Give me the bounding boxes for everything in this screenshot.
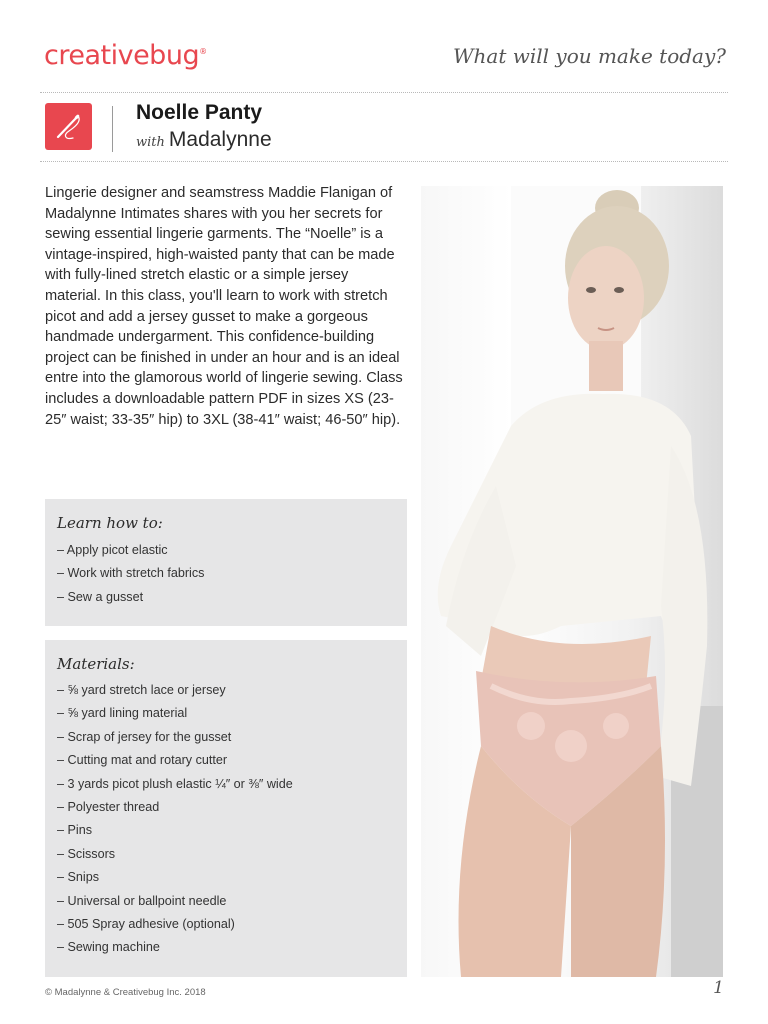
list-item: – Work with stretch fabrics — [57, 566, 205, 581]
list-item: – Scrap of jersey for the gusset — [57, 729, 232, 744]
instructor-name: Madalynne — [168, 128, 272, 151]
with-label: with — [136, 135, 165, 150]
title-separator — [112, 106, 113, 152]
learn-panel — [45, 499, 407, 626]
needle-thread-icon — [45, 103, 92, 150]
list-item: – Cutting mat and rotary cutter — [57, 753, 228, 768]
list-item: – Pins — [57, 823, 93, 838]
model-photo — [421, 186, 723, 977]
learn-heading: Learn how to: — [57, 514, 163, 532]
materials-heading: Materials: — [57, 655, 135, 673]
page-number: 1 — [713, 978, 724, 998]
tagline: What will you make today? — [452, 44, 726, 68]
list-item: – 3 yards picot plush elastic ¼″ or ⅜″ wide — [57, 776, 293, 791]
list-item: – Apply picot elastic — [57, 543, 168, 557]
list-item: – Sewing machine — [57, 940, 160, 955]
logo-mark: ® — [199, 47, 207, 56]
materials-panel — [45, 640, 407, 977]
class-description: Lingerie designer and seamstress Maddie Flanigan of Madalynne Intimates shares with you her secrets for sewing essential lingerie garments. The “Noelle” is a vintage-inspired, high-waisted panty that can be made with fully-lined stretch elastic or a simple jersey material. In this class, you'll learn to work with stretch picot and add a jersey gusset to make a gorgeous handmade undergarment. This confidence-building project can be finished in under an hour and is an ideal entre into the glamorous world of lingerie sewing. Class includes a downloadable pattern PDF in sizes XS (23-25″ waist; 33-35″ hip) to 3XL (38-41″ waist; 46-50″ hip). — [45, 185, 403, 428]
list-item: – Polyester thread — [57, 799, 160, 814]
list-item: – 505 Spray adhesive (optional) — [57, 916, 235, 931]
copyright: © Madalynne & Creativebug Inc. 2018 — [45, 987, 206, 998]
list-item: – Scissors — [57, 846, 116, 861]
list-item: – Snips — [57, 870, 100, 885]
class-title: Noelle Panty — [136, 101, 263, 124]
learn-list — [57, 539, 204, 609]
logo-text: creativebug — [44, 40, 200, 71]
list-item: – ⅝ yard stretch lace or jersey — [57, 683, 226, 697]
materials-list — [57, 679, 293, 960]
list-item: – ⅝ yard lining material — [57, 706, 188, 721]
list-item: – Sew a gusset — [57, 589, 144, 604]
divider-top — [40, 92, 728, 93]
creativebug-logo[interactable] — [44, 40, 207, 71]
list-item: – Universal or ballpoint needle — [57, 893, 227, 908]
class-instructor-line — [136, 128, 272, 152]
divider-bottom — [40, 161, 728, 162]
